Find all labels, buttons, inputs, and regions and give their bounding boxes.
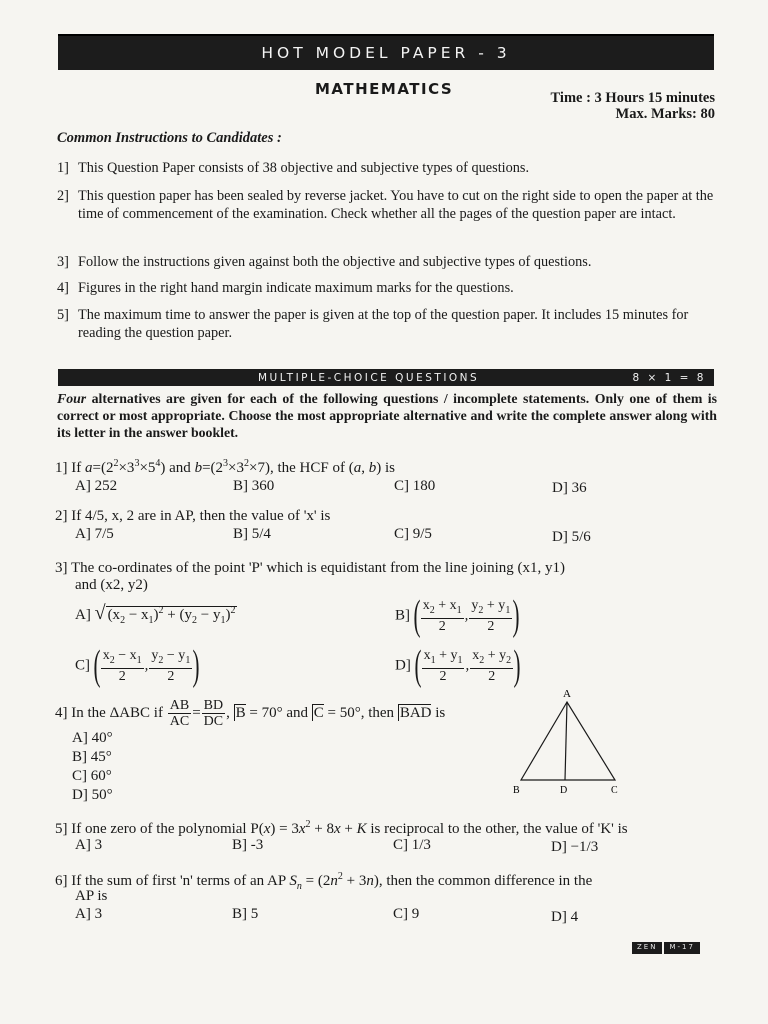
mcq-intro-text: alternatives are given for each of the following questions / incomplete statements. Only one of them is correct or most appropriate. Choose the most appropriate alternative and write the complete answer along with its letter in the answer booklet.: [57, 391, 717, 440]
question-2: 2] If 4/5, x, 2 are in AP, then the value of 'x' is: [55, 508, 331, 524]
instruction-number: 4]: [57, 280, 69, 296]
q4-option-d: D] 50°: [72, 787, 113, 803]
angle-bad: BAD: [399, 704, 432, 721]
triangle-abc-figure: [505, 684, 635, 796]
instruction-number: 2]: [57, 188, 69, 204]
q5-option-d: D] −1/3: [551, 839, 599, 855]
q3-option-c: C] ( $\frac{x_2 - x_1}{2}$ , $\frac{y_2 - y_1}{2}$ ): [75, 643, 200, 689]
instruction-item: [57, 187, 717, 223]
q6-option-a: A] 3: [75, 906, 103, 922]
publisher-badge: ZEN: [632, 942, 662, 954]
question-text: 6] If the sum of first 'n' terms of an AP: [55, 873, 286, 889]
option-label: A]: [75, 607, 91, 623]
question-number: 4]: [55, 704, 68, 721]
angle-c-value: = 50°, then: [327, 704, 395, 721]
q1-option-c: C] 180: [394, 478, 436, 494]
instruction-item: [57, 306, 717, 342]
q2-option-d: D] 5/6: [552, 529, 591, 545]
question-5: 5] If one zero of the polynomial $P(x) = 3x^2 + 8x + K$ is reciprocal to the other, the value of 'K' is: [55, 819, 628, 837]
mcq-section-marks: 8 × 1 = 8: [632, 371, 706, 384]
option-label: C]: [75, 657, 90, 674]
instruction-text: This question paper has been sealed by reverse jacket. You have to cut on the right side to open the paper at the time of commencement of the examination. Check whether all the pages of the question paper are intact.: [78, 188, 714, 222]
paper-title: HOT MODEL PAPER - 3: [261, 44, 511, 62]
paper-title-bar: [58, 34, 714, 70]
instruction-number: 5]: [57, 307, 69, 323]
page-footer-badge: [632, 942, 700, 954]
time-allowed: Time : 3 Hours 15 minutes: [550, 90, 715, 106]
q6-option-c: C] 9: [393, 906, 420, 922]
instruction-item: [57, 279, 717, 297]
instruction-number: 3]: [57, 254, 69, 270]
angle-b-value: = 70° and: [249, 704, 308, 721]
q1-option-d: D] 36: [552, 480, 587, 496]
q3-option-b: B] ( $\frac{x_2 + x_1}{2}$ , $\frac{y_2 + y_1}{2}$ ): [395, 593, 520, 639]
point-d-label: D: [560, 785, 568, 796]
question-text: If: [71, 460, 85, 476]
question-text: 5] If one zero of the polynomial: [55, 821, 247, 837]
mcq-section-bar: [58, 369, 714, 386]
q2-option-a: A] 7/5: [75, 526, 114, 542]
q2-option-b: B] 5/4: [233, 526, 271, 542]
q4-option-a: A] 40°: [72, 730, 113, 746]
question-3-continued: and (x2, y2): [75, 577, 148, 593]
vertex-a-label: A: [563, 688, 571, 700]
q5-option-b: B] -3: [232, 837, 264, 853]
subject-heading: MATHEMATICS: [315, 80, 454, 98]
q1-option-a: A] 252: [75, 478, 118, 494]
option-label: D]: [395, 657, 411, 674]
q3-option-d: D] ( $\frac{x_1 + y_1}{2}$ , $\frac{x_2 + y_2}{2}$ ): [395, 643, 521, 689]
instruction-item: [57, 159, 717, 177]
instructions-heading: Common Instructions to Candidates :: [57, 130, 282, 146]
question-text-tail: , then the common difference in the: [378, 873, 593, 889]
mcq-section-title: MULTIPLE-CHOICE QUESTIONS: [258, 371, 480, 384]
vertex-b-label: B: [513, 785, 520, 796]
q6-option-b: B] 5: [232, 906, 259, 922]
instruction-text: Figures in the right hand margin indicate maximum marks for the questions.: [78, 280, 514, 296]
q4-option-b: B] 45°: [72, 749, 112, 765]
page-code-badge: M-17: [664, 942, 699, 954]
instruction-text: This Question Paper consists of 38 objective and subjective types of questions.: [78, 160, 530, 176]
question-4: 4] In the ΔABC if $\frac{AB}{AC}$ = $\frac{BD}{DC}$ , B = 70° and C = 50°, then BAD is: [55, 698, 446, 729]
q6-option-d: D] 4: [551, 909, 579, 925]
q1-option-b: B] 360: [233, 478, 275, 494]
question-6-continued: AP is: [75, 888, 108, 904]
q5-option-c: C] 1/3: [393, 837, 431, 853]
question-1: 1] If $a=(2^2\times 3^3\times 5^4)$ and $b=(2^3\times 3^2\times 7)$, the HCF of (a, b) is: [55, 458, 395, 476]
question-text-tail: is reciprocal to the other, the value of 'K' is: [370, 821, 628, 837]
variable-b: b: [194, 460, 203, 476]
mcq-instructions: [57, 390, 717, 441]
variable-a: a: [85, 460, 93, 476]
instruction-number: 1]: [57, 160, 69, 176]
instruction-text: Follow the instructions given against both the objective and subjective types of questions.: [78, 254, 592, 270]
hcf-term: HCF: [299, 460, 329, 476]
vertex-c-label: C: [611, 785, 618, 796]
question-3: 3] The co-ordinates of the point 'P' which is equidistant from the line joining (x1, y1): [55, 560, 566, 576]
angle-b: B: [235, 704, 246, 721]
angle-c: C: [313, 704, 324, 721]
instruction-text: The maximum time to answer the paper is given at the top of the question paper. It includes 15 minutes for reading the question paper.: [78, 307, 689, 341]
question-text-tail: is: [435, 704, 446, 721]
q3-option-a: A] √ $(x_2 - x_1)^2 + (y_2 - y_1)^2$: [75, 602, 236, 626]
instruction-item: [57, 253, 717, 271]
mcq-intro-lead: Four: [57, 391, 87, 406]
question-number: 1]: [55, 460, 68, 476]
q4-option-c: C] 60°: [72, 768, 112, 784]
option-label: B]: [395, 607, 410, 624]
q5-option-a: A] 3: [75, 837, 103, 853]
q2-option-c: C] 9/5: [394, 526, 432, 542]
question-6: 6] If the sum of first 'n' terms of an AP $S_n = (2n^2 + 3n)$, then the common difference in the: [55, 871, 593, 892]
max-marks: Max. Marks: 80: [615, 106, 715, 122]
question-text: In the ΔABC if: [71, 704, 163, 721]
